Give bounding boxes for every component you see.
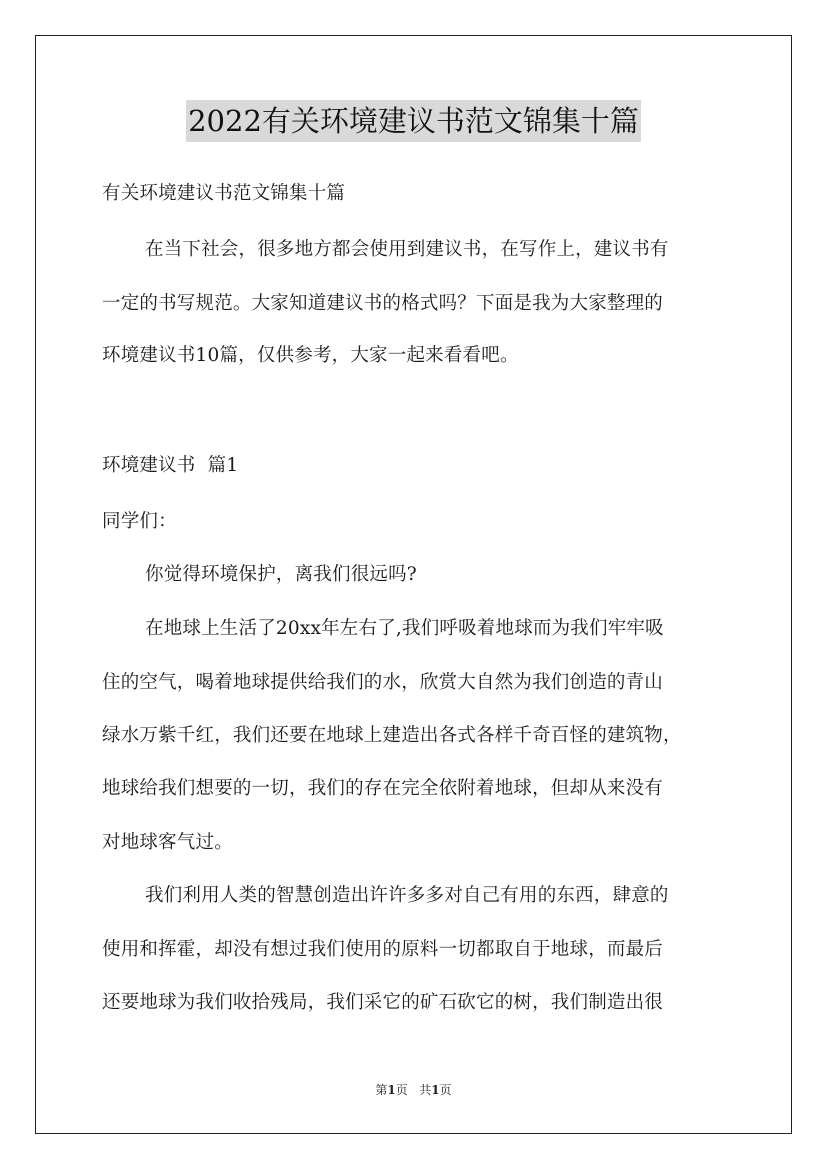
title-container	[0, 100, 827, 142]
total-prefix: 共	[419, 1083, 432, 1097]
para1-line-3: 绿水万紫千红，我们还要在地球上建造出各式各样千奇百怪的建筑物，	[102, 725, 682, 746]
section-heading: 环境建议书 篇1	[102, 455, 239, 476]
intro-line-3: 环境建议书10篇，仅供参考，大家一起来看看吧。	[102, 345, 519, 366]
para2-line-2: 使用和挥霍，却没有想过我们使用的原料一切都取自于地球，而最后	[102, 939, 664, 960]
page-number: 1	[387, 1083, 396, 1097]
intro-line-1: 在当下社会，很多地方都会使用到建议书，在写作上，建议书有	[145, 239, 669, 260]
para1-line-2: 住的空气，喝着地球提供给我们的水，欣赏大自然为我们创造的青山	[102, 672, 664, 693]
para1-line-4: 地球给我们想要的一切，我们的存在完全依附着地球，但却从来没有	[102, 778, 664, 799]
total-suffix: 页	[439, 1083, 452, 1097]
document-subtitle: 有关环境建议书范文锦集十篇	[102, 183, 346, 204]
document-title: 2022有关环境建议书范文锦集十篇	[186, 100, 641, 142]
total-pages: 1	[431, 1083, 440, 1097]
para1-line-5: 对地球客气过。	[102, 832, 233, 853]
page-label-prefix: 第	[375, 1083, 388, 1097]
intro-line-2: 一定的书写规范。大家知道建议书的格式吗？下面是我为大家整理的	[102, 293, 664, 314]
salutation: 同学们：	[102, 511, 177, 532]
para2-line-3: 还要地球为我们收拾残局，我们采它的矿石砍它的树，我们制造出很	[102, 992, 664, 1013]
page-label-suffix: 页	[395, 1083, 408, 1097]
page-footer	[0, 1082, 827, 1098]
para2-line-1: 我们利用人类的智慧创造出许许多多对自己有用的东西，肆意的	[145, 885, 669, 906]
question-line: 你觉得环境保护，离我们很远吗?	[145, 564, 417, 585]
para1-line-1: 在地球上生活了20xx年左右了,我们呼吸着地球而为我们牢牢吸	[145, 618, 664, 639]
